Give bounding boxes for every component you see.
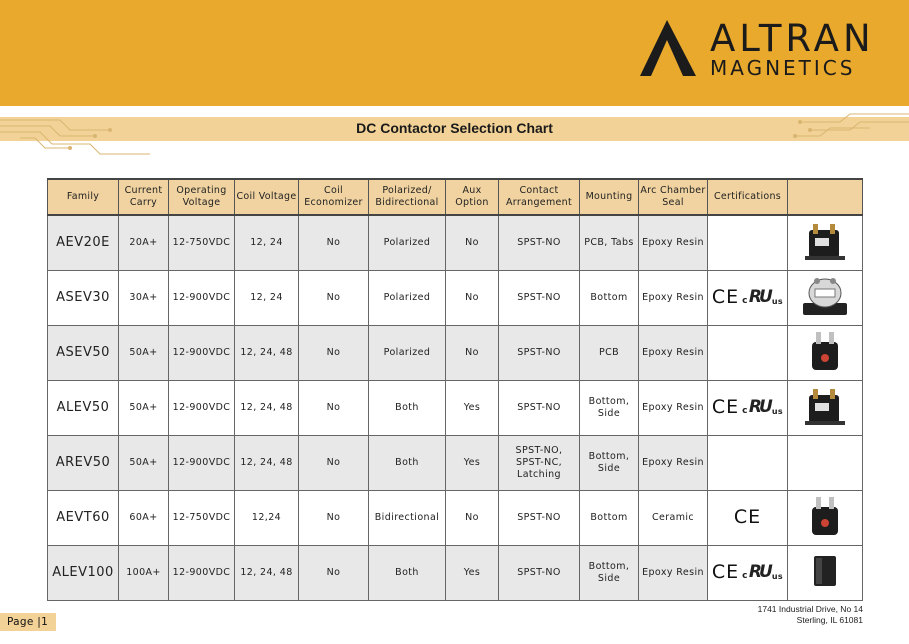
product-image-cell [788,325,863,380]
arc-chamber-seal-cell: Epoxy Resin [639,435,708,490]
contact-arrangement-cell: SPST-NO [499,490,580,545]
aux-option-cell: No [446,270,499,325]
contact-arrangement-cell: SPST-NO, SPST-NC, Latching [499,435,580,490]
current-carry-cell: 100A+ [119,545,169,600]
coil-economizer-cell: No [299,380,369,435]
coil-economizer-cell: No [299,545,369,600]
polarity-cell: Both [369,545,446,600]
cert-marks [710,288,785,307]
current-carry-cell: 20A+ [119,215,169,270]
coil-economizer-cell: No [299,490,369,545]
operating-voltage-cell: 12-900VDC [169,325,235,380]
certifications-cell [708,215,788,270]
col-family: Family [48,179,119,215]
product-image-cell [788,490,863,545]
ul-recognized-mark-icon: c RU us [742,562,784,582]
coil-economizer-cell: No [299,215,369,270]
aux-option-cell: Yes [446,380,499,435]
arc-chamber-seal-cell: Epoxy Resin [639,380,708,435]
chart-title: DC Contactor Selection Chart [356,120,553,136]
logo-wordmark-top: ALTRAN [710,17,875,60]
operating-voltage-cell: 12-900VDC [169,270,235,325]
current-carry-cell: 50A+ [119,435,169,490]
contact-arrangement-cell: SPST-NO [499,380,580,435]
table-row [48,490,863,545]
footer-address [758,604,863,626]
table-row [48,435,863,490]
polarity-cell: Polarized [369,325,446,380]
ce-mark-icon: CE [711,561,740,583]
col-polarized-bidirectional: Polarized/ Bidirectional [369,179,446,215]
operating-voltage-cell: 12-900VDC [169,435,235,490]
ul-recognized-mark-icon: c RU us [742,397,784,417]
cert-marks [710,398,785,417]
operating-voltage-cell: 12-900VDC [169,545,235,600]
current-carry-cell: 50A+ [119,325,169,380]
polarity-cell: Both [369,380,446,435]
product-image-cell [788,380,863,435]
operating-voltage-cell: 12-900VDC [169,380,235,435]
family-cell: AEVT60 [48,490,119,545]
current-carry-cell: 50A+ [119,380,169,435]
table-row [48,325,863,380]
certifications-cell [708,435,788,490]
col-mounting: Mounting [580,179,639,215]
mounting-cell: Bottom, Side [580,380,639,435]
arc-chamber-seal-cell: Epoxy Resin [639,325,708,380]
ce-mark-icon: CE [711,396,740,418]
address-line-1: 1741 Industrial Drive, No 14 [757,604,863,614]
mounting-cell: PCB [580,325,639,380]
table-row [48,270,863,325]
aux-option-cell: No [446,490,499,545]
polarity-cell: Polarized [369,215,446,270]
certifications-cell [708,380,788,435]
col-current-carry: Current Carry [119,179,169,215]
page-number: Page |1 [0,613,56,631]
aux-option-cell: Yes [446,545,499,600]
arc-chamber-seal-cell: Epoxy Resin [639,545,708,600]
table-header-row [48,179,863,215]
col-coil-voltage: Coil Voltage [235,179,299,215]
ul-recognized-mark-icon: c RU us [742,287,784,307]
arc-chamber-seal-cell: Ceramic [639,490,708,545]
family-cell: ASEV50 [48,325,119,380]
cert-marks [710,508,785,527]
table-row [48,215,863,270]
col-arc-chamber-seal: Arc Chamber Seal [639,179,708,215]
contact-arrangement-cell: SPST-NO [499,215,580,270]
family-cell: ASEV30 [48,270,119,325]
coil-voltage-cell: 12, 24, 48 [235,435,299,490]
product-image-cell [788,270,863,325]
mounting-cell: PCB, Tabs [580,215,639,270]
mounting-cell: Bottom [580,270,639,325]
polarity-cell: Polarized [369,270,446,325]
aux-option-cell: No [446,325,499,380]
cert-marks [710,563,785,582]
circuit-decoration-right-icon [790,110,909,150]
logo-a-mark-icon [636,18,700,78]
contactor-product-icon [805,531,845,542]
col-image [788,179,863,215]
certifications-cell [708,325,788,380]
address-line-2: Sterling, IL 61081 [796,615,863,625]
circuit-decoration-left-icon [0,110,150,160]
aux-option-cell: No [446,215,499,270]
coil-economizer-cell: No [299,325,369,380]
table-row [48,380,863,435]
contactor-product-icon [803,256,847,267]
arc-chamber-seal-cell: Epoxy Resin [639,215,708,270]
contact-arrangement-cell: SPST-NO [499,325,580,380]
header-band [0,0,909,106]
coil-voltage-cell: 12, 24 [235,270,299,325]
contact-arrangement-cell: SPST-NO [499,545,580,600]
certifications-cell [708,490,788,545]
contactor-product-icon [803,421,847,432]
coil-voltage-cell: 12, 24, 48 [235,380,299,435]
contactor-product-icon [810,580,840,591]
coil-economizer-cell: No [299,270,369,325]
col-operating-voltage: Operating Voltage [169,179,235,215]
product-image-cell [788,215,863,270]
certifications-cell [708,545,788,600]
operating-voltage-cell: 12-750VDC [169,215,235,270]
ce-mark-icon: CE [711,286,740,308]
col-coil-economizer: Coil Economizer [299,179,369,215]
current-carry-cell: 60A+ [119,490,169,545]
coil-economizer-cell: No [299,435,369,490]
col-certifications: Certifications [708,179,788,215]
coil-voltage-cell: 12,24 [235,490,299,545]
coil-voltage-cell: 12, 24 [235,215,299,270]
col-contact-arrangement: Contact Arrangement [499,179,580,215]
coil-voltage-cell: 12, 24, 48 [235,545,299,600]
selection-chart-table [47,178,863,601]
logo-wordmark-bottom: MAGNETICS [710,56,856,80]
product-image-cell [788,435,863,490]
aux-option-cell: Yes [446,435,499,490]
mounting-cell: Bottom [580,490,639,545]
coil-voltage-cell: 12, 24, 48 [235,325,299,380]
altran-logo [636,18,886,80]
col-aux-option: Aux Option [446,179,499,215]
mounting-cell: Bottom, Side [580,435,639,490]
ce-mark-icon: CE [733,506,762,528]
operating-voltage-cell: 12-750VDC [169,490,235,545]
family-cell: ALEV50 [48,380,119,435]
certifications-cell [708,270,788,325]
table-row [48,545,863,600]
arc-chamber-seal-cell: Epoxy Resin [639,270,708,325]
polarity-cell: Both [369,435,446,490]
mounting-cell: Bottom, Side [580,545,639,600]
family-cell: AREV50 [48,435,119,490]
current-carry-cell: 30A+ [119,270,169,325]
contact-arrangement-cell: SPST-NO [499,270,580,325]
contactor-product-icon [801,311,849,322]
polarity-cell: Bidirectional [369,490,446,545]
family-cell: ALEV100 [48,545,119,600]
product-image-cell [788,545,863,600]
contactor-product-icon [805,366,845,377]
family-cell: AEV20E [48,215,119,270]
